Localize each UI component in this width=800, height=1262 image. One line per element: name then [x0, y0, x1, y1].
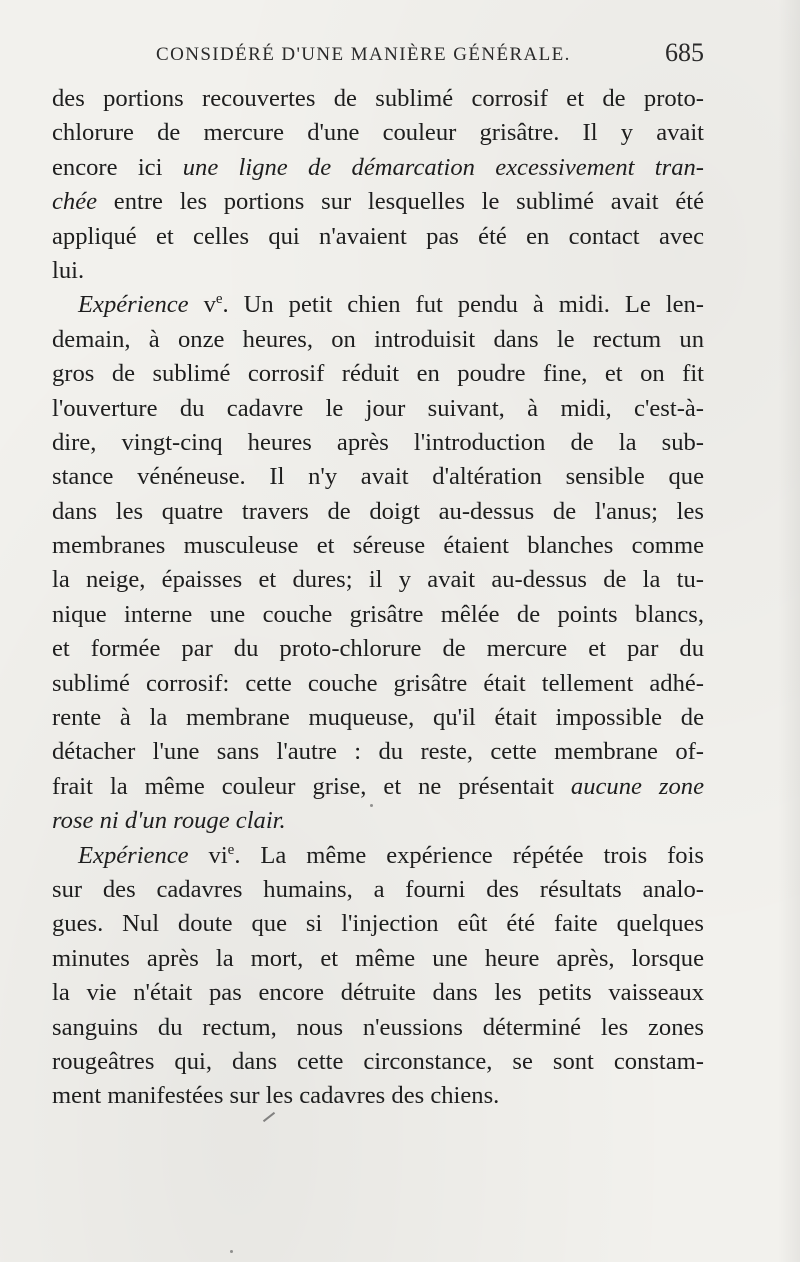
text-line: minutes après la mort, et même une heure après, lorsque — [52, 944, 704, 972]
experiment-label: Expérience — [78, 291, 189, 319]
experiment-number: vi — [208, 841, 228, 869]
text-line: gros de sublimé corrosif réduit en poudre fine, et on fit — [52, 360, 704, 388]
text-span: Un petit chien fut pendu à midi. Le len- — [243, 291, 704, 319]
text-line: rougeâtres qui, dans cette circonstance, se sont constam- — [52, 1047, 704, 1075]
text-line: détacher l'une sans l'autre : du reste, cette membrane of- — [52, 738, 704, 766]
text-line: membranes musculeuse et séreuse étaient blanches comme — [52, 532, 704, 560]
text-line: la neige, épaisses et dures; il y avait au-dessus de la tu- — [52, 566, 704, 594]
text-line: la vie n'était pas encore détruite dans les petits vaisseaux — [52, 979, 704, 1007]
text-line: rente à la membrane muqueuse, qu'il était impossible de — [52, 704, 704, 732]
italic-span: aucune zone — [570, 772, 704, 800]
text-line: sanguins du rectum, nous n'eussions déterminé les zones — [52, 1013, 704, 1041]
paper-speck — [230, 1250, 233, 1253]
experiment-label: Expérience — [78, 841, 189, 869]
text-line: nique interne une couche grisâtre mêlée de points blancs, — [52, 600, 704, 628]
text-line: chlorure de mercure d'une couleur grisâtre. Il y avait — [52, 119, 704, 147]
text-line: lui. — [52, 256, 85, 284]
text-span: encore ici — [52, 153, 183, 181]
text-line — [52, 770, 704, 804]
italic-span: une ligne de démarcation excessivement tran- — [182, 153, 704, 181]
text-span: La même expérience répétée trois fois — [260, 841, 704, 869]
experiment-number: v — [203, 291, 216, 319]
page-number: 685 — [665, 38, 704, 67]
text-line: demain, à onze heures, on introduisit dans le rectum un — [52, 325, 704, 353]
text-line: dire, vingt-cinq heures après l'introduction de la sub- — [52, 428, 704, 456]
text-line — [52, 151, 704, 185]
page-header — [52, 38, 704, 78]
text-line: l'ouverture du cadavre le jour suivant, à midi, c'est-à- — [52, 394, 704, 422]
page-edge-shadow — [778, 0, 800, 1262]
text-line: stance vénéneuse. Il n'y avait d'altération sensible que — [52, 463, 704, 491]
text-line: sur des cadavres humains, a fourni des résultats analo- — [52, 875, 704, 903]
text-line: dans les quatre travers de doigt au-dessus de l'anus; les — [52, 497, 704, 525]
text-line: Expérience $v^e$. Un petit chien fut pendu à midi. Le len- — [78, 291, 704, 319]
running-head: CONSIDÉRÉ D'UNE MANIÈRE GÉNÉRALE. — [156, 44, 571, 65]
text-line: Expérience $vi^e$. La même expérience répétée trois fois — [78, 841, 704, 869]
text-span: entre les portions sur lesquelles le sublimé avait été — [97, 188, 704, 216]
text-line: ment manifestées sur les cadavres des chiens. — [52, 1082, 500, 1110]
experiment-superscript: e — [215, 291, 223, 308]
text-line — [52, 185, 704, 219]
text-line: et formée par du proto-chlorure de mercure et par du — [52, 635, 704, 663]
italic-span: chée — [52, 188, 98, 216]
text-line: rose ni d'un rouge clair. — [52, 807, 286, 835]
body-text — [52, 82, 704, 1114]
text-span: frait la même couleur grise, et ne présentait — [52, 772, 571, 800]
text-line: appliqué et celles qui n'avaient pas été en contact avec — [52, 222, 704, 250]
experiment-superscript: e — [227, 841, 235, 858]
text-line: des portions recouvertes de sublimé corrosif et de proto- — [52, 85, 704, 112]
text-line: gues. Nul doute que si l'injection eût été faite quelques — [52, 910, 704, 938]
text-line: sublimé corrosif: cette couche grisâtre était tellement adhé- — [52, 669, 704, 697]
paper-speck — [370, 804, 373, 807]
